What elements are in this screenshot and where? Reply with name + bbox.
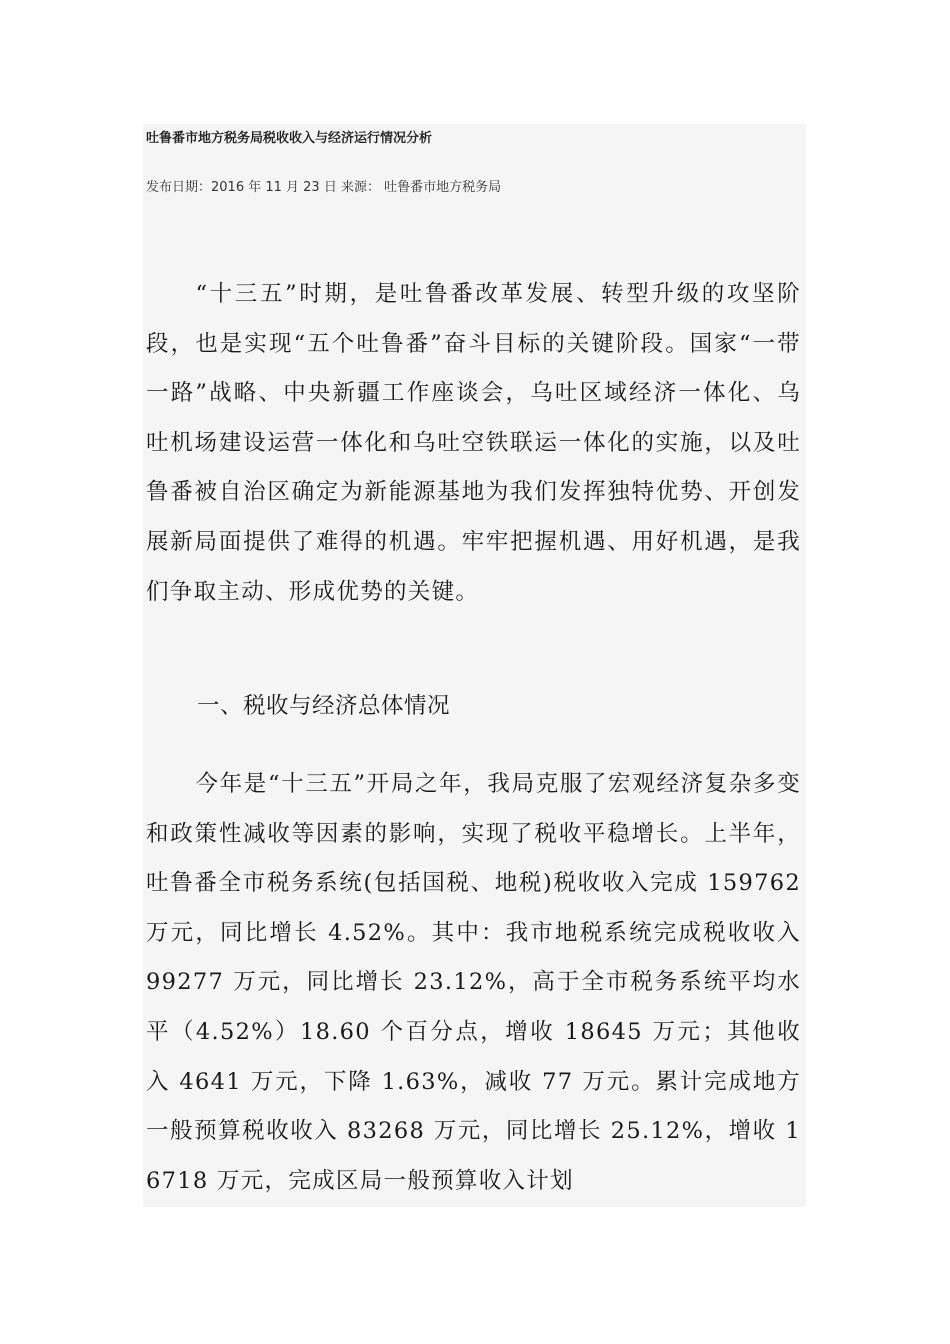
article-paragraph: 今年是“十三五”开局之年，我局克服了宏观经济复杂多变和政策性减收等因素的影响，实现了税收平稳增长。上半年，吐鲁番全市税务系统(包括国税、地税)税收收入完成 159762 万元，同比增长 4.52%。其中：我市地税系统完成税收收入 99277 万元，同比增长 23.12%，高于全市税务系统平均水平（4.52%）18.60 个百分点，增收 18645 万元；其他收入 4641 万元，下降 1.63%，减收 77 万元。累计完成地方一般预算税收收入 83268 万元，同比增长 25.12%，增收 16718 万元，完成区局一般预算收入计划 xyxy=(146,771,801,1194)
article-content xyxy=(143,124,806,1207)
article-paragraph: “十三五”时期，是吐鲁番改革发展、转型升级的攻坚阶段，也是实现“五个吐鲁番”奋斗目标的关键阶段。国家“一带一路”战略、中央新疆工作座谈会，乌吐区域经济一体化、乌吐机场建设运营一体化和乌吐空铁联运一体化的实施，以及吐鲁番被自治区确定为新能源基地为我们发挥独特优势、开创发展新局面提供了难得的机遇。牢牢把握机遇、用好机遇，是我们争取主动、形成优势的关键。 xyxy=(146,281,801,605)
article-title: 吐鲁番市地方税务局税收收入与经济运行情况分析 xyxy=(146,131,433,146)
article-meta: 发布日期：2016 年 11 月 23 日 来源： 吐鲁番市地方税务局 xyxy=(146,180,502,195)
section-heading: 一、税收与经济总体情况 xyxy=(197,693,451,719)
